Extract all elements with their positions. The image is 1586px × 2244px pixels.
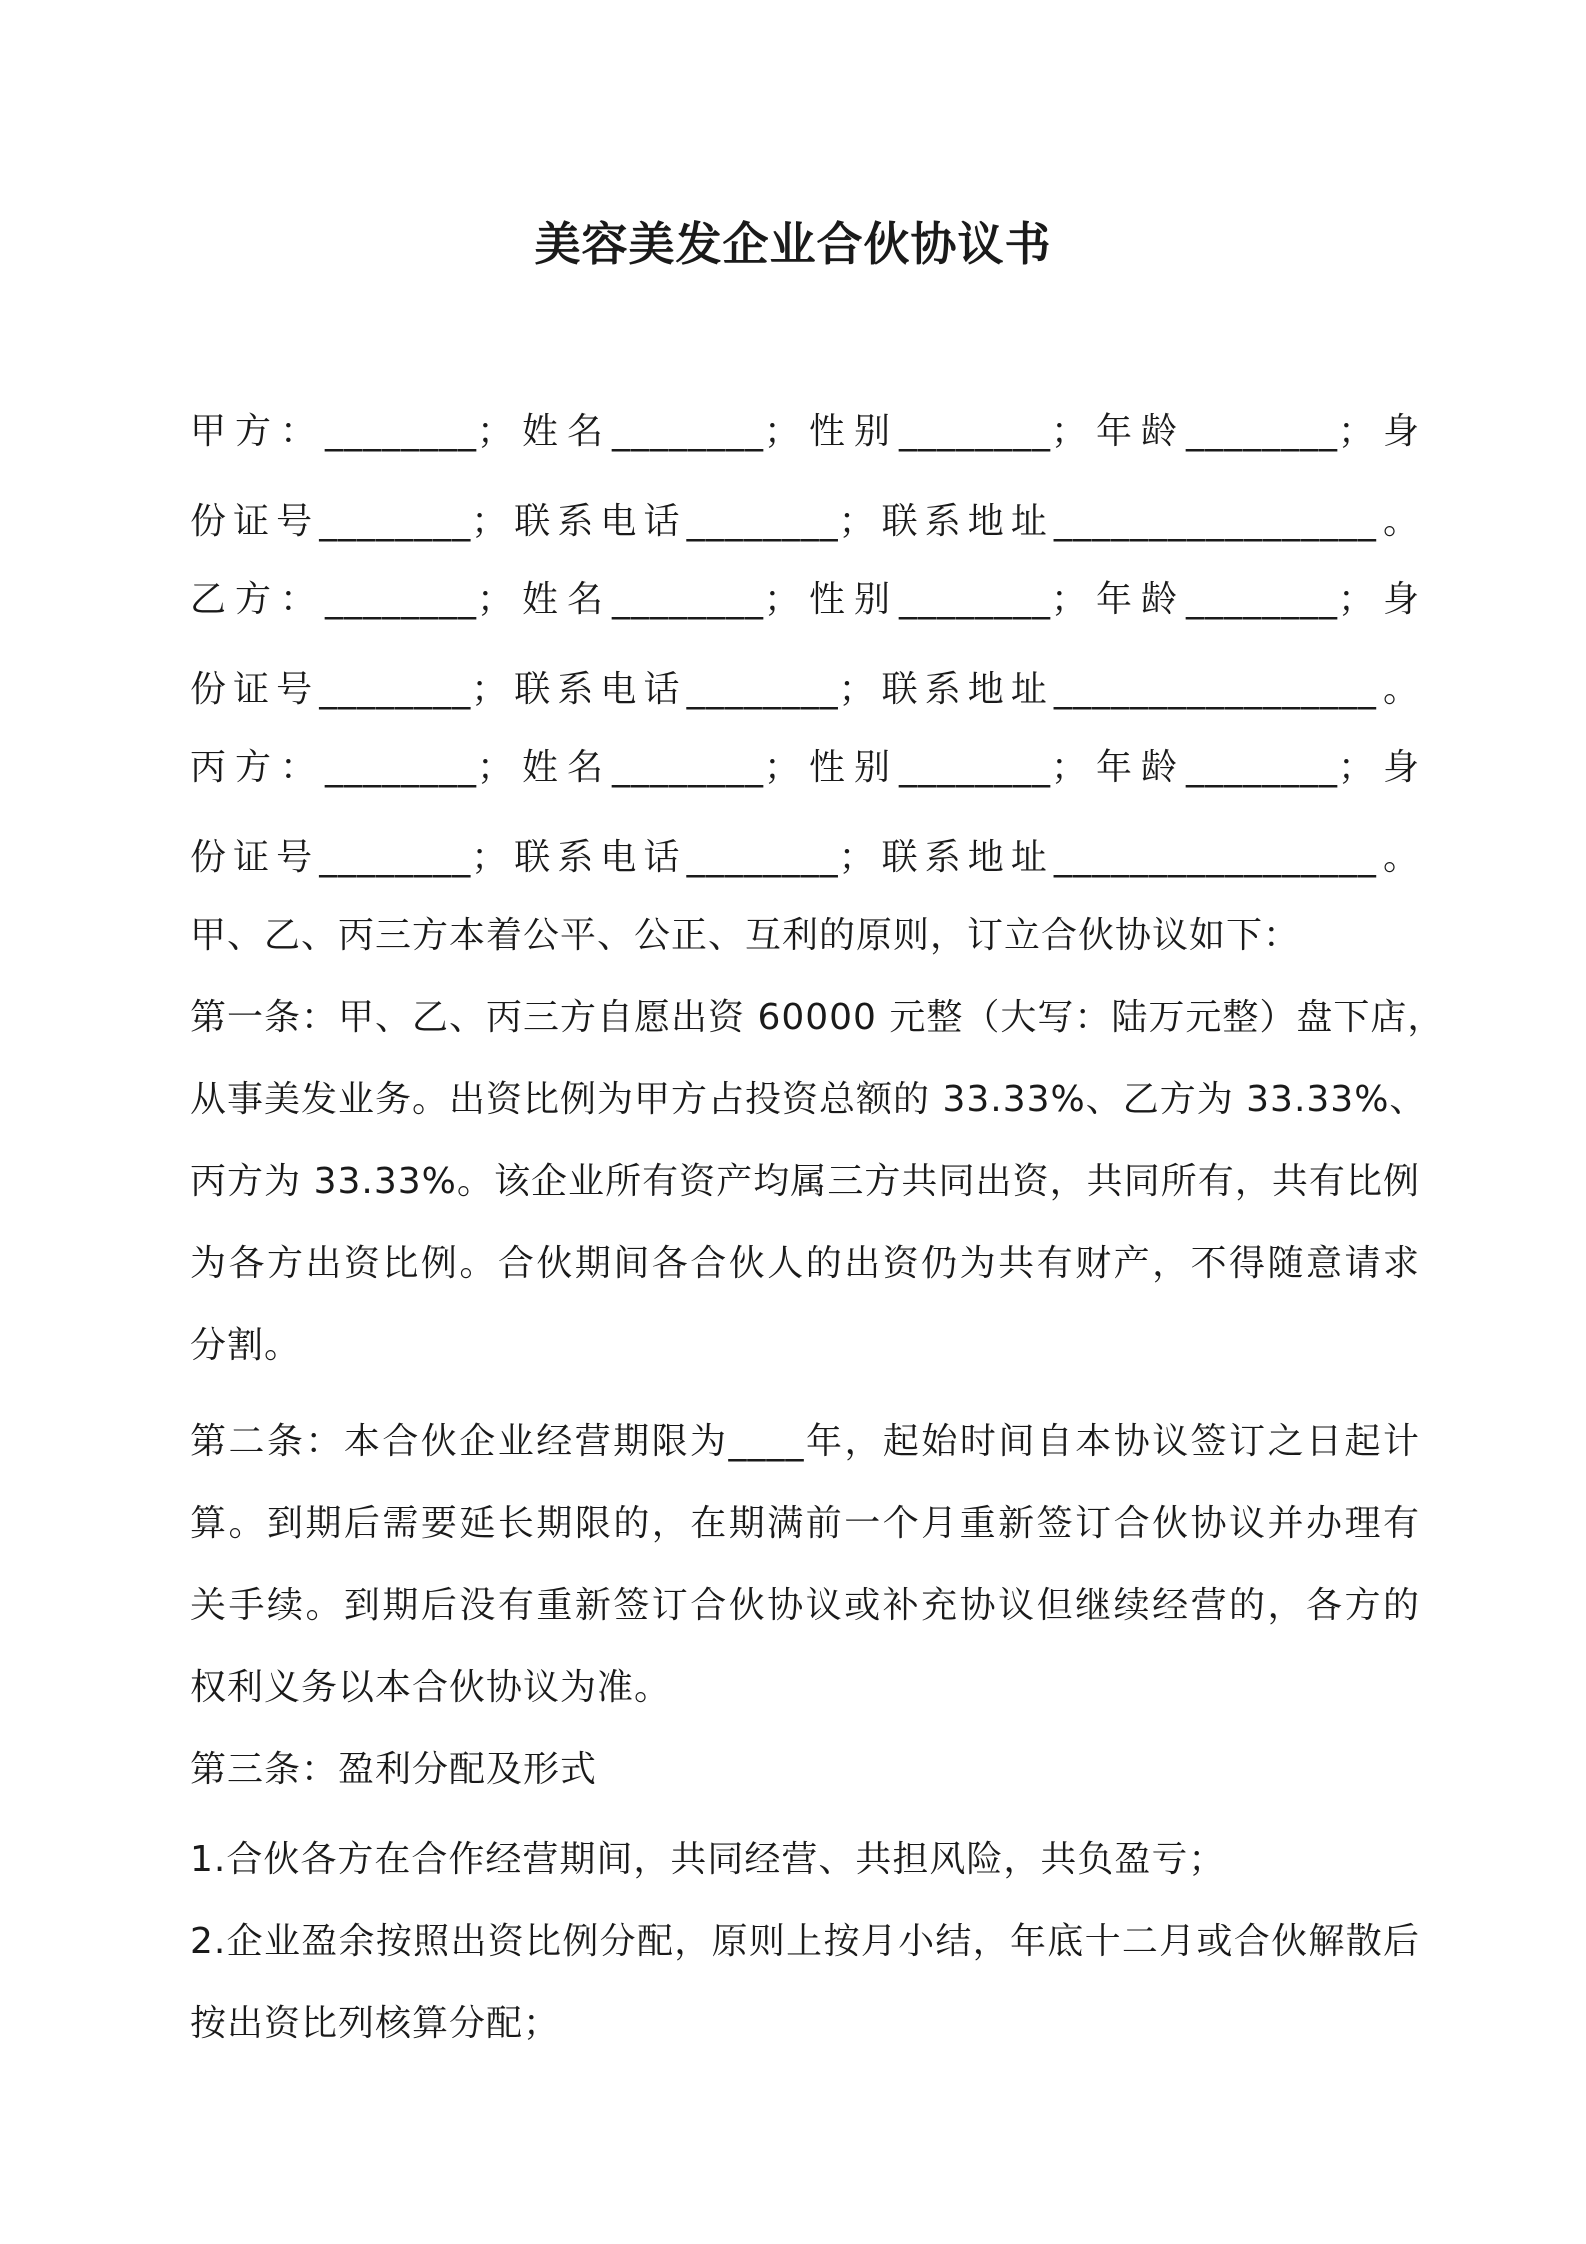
article-1-line-4: 为各方出资比例。合伙期间各合伙人的出资仍为共有财产，不得随意请求 <box>190 1243 1420 1284</box>
article-2-line-3: 关手续。到期后没有重新签订合伙协议或补充协议但继续经营的，各方的 <box>190 1585 1420 1626</box>
article-2-line-1: 第二条：本合伙企业经营期限为____年，起始时间自本协议签订之日起计 <box>190 1421 1420 1462</box>
party-c-line-1: 丙方：________；姓名________；性别________；年龄________；身 <box>190 747 1420 788</box>
party-c-line-2: 份证号________；联系电话________；联系地址_________________。 <box>190 837 1420 878</box>
document-title: 美容美发企业合伙协议书 <box>534 217 1052 271</box>
article-3-item-2-line-1: 2.企业盈余按照出资比例分配，原则上按月小结，年底十二月或合伙解散后 <box>190 1921 1420 1962</box>
party-a-line-1: 甲方：________；姓名________；性别________；年龄________；身 <box>190 411 1420 452</box>
preamble-line: 甲、乙、丙三方本着公平、公正、互利的原则，订立合伙协议如下： <box>190 915 1301 956</box>
article-2-line-2: 算。到期后需要延长期限的，在期满前一个月重新签订合伙协议并办理有 <box>190 1503 1420 1544</box>
party-a-line-2: 份证号________；联系电话________；联系地址_________________。 <box>190 501 1420 542</box>
article-2-line-4: 权利义务以本合伙协议为准。 <box>190 1667 672 1708</box>
party-b-line-2: 份证号________；联系电话________；联系地址_________________。 <box>190 669 1420 710</box>
article-1-line-5: 分割。 <box>190 1325 302 1366</box>
article-1-line-3: 丙方为 33.33%。该企业所有资产均属三方共同出资，共同所有，共有比例 <box>190 1161 1420 1202</box>
article-1-line-1: 第一条：甲、乙、丙三方自愿出资 60000 元整（大写：陆万元整）盘下店， <box>190 997 1445 1038</box>
article-1-line-2: 从事美发业务。出资比例为甲方占投资总额的 33.33%、乙方为 33.33%、 <box>190 1079 1427 1120</box>
article-3-item-1: 1.合伙各方在合作经营期间，共同经营、共担风险，共负盈亏； <box>190 1839 1226 1880</box>
article-3-heading: 第三条：盈利分配及形式 <box>190 1749 598 1790</box>
article-3-item-2-line-2: 按出资比列核算分配； <box>190 2003 561 2044</box>
party-b-line-1: 乙方：________；姓名________；性别________；年龄________；身 <box>190 579 1420 620</box>
